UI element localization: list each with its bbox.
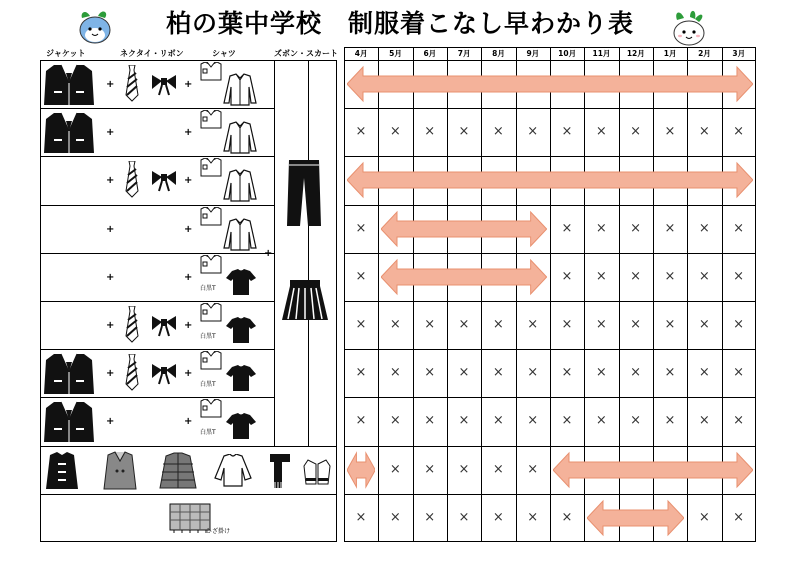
not-allowed-mark: × [424,509,436,525]
period-arrow [347,451,375,489]
not-allowed-mark: × [458,365,470,381]
month-header: 5月 [389,49,402,58]
plus-sign: + [106,320,115,331]
plus-sign: + [184,271,193,283]
period-arrow [381,210,547,248]
short-sleeve-shirt-icon [197,303,225,323]
not-allowed-mark: × [733,317,745,332]
undershirt-caption: 白黒T [200,333,216,340]
not-allowed-mark: × [733,413,745,429]
jacket-icon [44,400,94,444]
black-tshirt-icon [226,413,256,441]
not-allowed-mark: × [492,317,504,332]
plus-sign-bottoms: + [264,248,273,259]
jacket-icon [44,63,94,107]
not-allowed-mark: × [389,461,401,477]
not-allowed-mark: × [527,124,539,140]
not-allowed-mark: × [527,461,539,477]
not-allowed-mark: × [733,124,745,140]
not-allowed-mark: × [527,509,539,525]
short-sleeve-shirt-icon [197,207,225,227]
not-allowed-mark: × [698,509,710,525]
necktie-icon [124,306,140,344]
plus-sign: + [106,127,115,139]
sweater-icon [214,454,252,488]
black-tshirt-icon [226,317,256,345]
not-allowed-mark: × [595,220,607,236]
not-allowed-mark: × [664,317,676,332]
not-allowed-mark: × [355,365,367,381]
not-allowed-mark: × [595,365,607,381]
plus-sign: + [184,320,193,331]
undershirt-caption: 白黒T [200,381,216,389]
not-allowed-mark: × [492,509,504,525]
short-sleeve-shirt-icon [197,399,225,419]
month-header: 3月 [732,49,746,58]
not-allowed-mark: × [355,220,367,236]
not-allowed-mark: × [355,268,367,284]
plus-sign: + [184,127,193,139]
header-bottoms: ズボン・スカート [274,49,338,58]
not-allowed-mark: × [630,268,642,284]
not-allowed-mark: × [561,413,573,429]
duffle-coat-icon [44,451,80,491]
not-allowed-mark: × [424,124,436,140]
plus-sign: + [106,416,115,428]
not-allowed-mark: × [458,413,470,429]
mascot-blue-icon [76,8,116,46]
not-allowed-mark: × [492,413,504,429]
not-allowed-mark: × [595,413,607,429]
short-sleeve-shirt-icon [197,62,225,82]
not-allowed-mark: × [733,268,745,284]
ribbon-bow-icon [150,362,178,386]
month-header: 4月 [354,49,368,58]
ribbon-bow-icon [150,73,178,97]
ribbon-bow-icon [150,314,178,338]
not-allowed-mark: × [424,461,436,477]
long-sleeve-shirt-icon [222,169,258,203]
period-arrow [347,161,753,199]
not-allowed-mark: × [664,365,676,381]
jacket-icon [44,111,94,155]
plus-sign: + [106,223,115,235]
not-allowed-mark: × [733,220,745,236]
not-allowed-mark: × [389,317,401,332]
not-allowed-mark: × [630,124,642,140]
not-allowed-mark: × [630,220,642,236]
header-shirt: シャツ [212,49,236,58]
header-tie: ネクタイ・リボン [120,49,184,58]
month-header: 10月 [558,49,577,58]
not-allowed-mark: × [561,220,573,236]
not-allowed-mark: × [492,124,504,140]
not-allowed-mark: × [630,365,642,381]
not-allowed-mark: × [561,268,573,284]
not-allowed-mark: × [664,124,676,140]
not-allowed-mark: × [698,268,710,284]
not-allowed-mark: × [561,317,573,332]
necktie-icon [124,354,140,392]
not-allowed-mark: × [527,413,539,429]
period-arrow [381,258,547,296]
not-allowed-mark: × [458,509,470,525]
not-allowed-mark: × [733,509,745,525]
long-sleeve-shirt-icon [222,73,258,107]
not-allowed-mark: × [698,124,710,140]
not-allowed-mark: × [389,509,401,525]
not-allowed-mark: × [389,365,401,381]
short-sleeve-shirt-icon [197,158,225,178]
not-allowed-mark: × [424,413,436,429]
plus-sign: + [106,79,115,90]
not-allowed-mark: × [698,365,710,381]
period-arrow [347,65,753,103]
not-allowed-mark: × [698,413,710,429]
gloves-icon [302,458,332,486]
not-allowed-mark: × [698,317,710,332]
long-sleeve-shirt-icon [222,121,258,155]
not-allowed-mark: × [355,317,367,332]
not-allowed-mark: × [527,365,539,381]
not-allowed-mark: × [355,413,367,429]
not-allowed-mark: × [698,220,710,236]
short-sleeve-shirt-icon [197,351,225,371]
not-allowed-mark: × [664,220,676,236]
pants-icon [286,158,322,228]
not-allowed-mark: × [595,317,607,332]
plus-sign: + [184,223,193,235]
undershirt-caption: 白黒T [200,284,216,292]
jacket-icon [44,352,94,396]
not-allowed-mark: × [664,413,676,429]
black-tshirt-icon [226,269,256,297]
page-title: 柏の葉中学校 制服着こなし早わかり表 [165,9,634,38]
ribbon-bow-icon [150,169,178,193]
not-allowed-mark: × [527,317,539,332]
not-allowed-mark: × [424,317,436,332]
not-allowed-mark: × [492,461,504,477]
month-header: 7月 [457,49,471,58]
not-allowed-mark: × [492,365,504,381]
not-allowed-mark: × [733,365,745,381]
month-header: 12月 [626,49,645,58]
month-header: 9月 [526,49,540,58]
not-allowed-mark: × [630,317,642,332]
not-allowed-mark: × [595,124,607,140]
blanket-caption: ひざ掛け [206,527,231,535]
plus-sign: + [106,368,115,380]
not-allowed-mark: × [424,365,436,381]
skirt-icon [280,278,330,322]
down-jacket-icon [158,452,198,490]
month-header: 1月 [663,49,677,58]
plus-sign: + [106,175,115,187]
undershirt-caption: 白黒T [200,429,216,437]
month-header: 2月 [698,49,711,58]
plus-sign: + [184,175,193,187]
plus-sign: + [106,271,115,283]
mascot-white-icon [668,8,710,48]
not-allowed-mark: × [458,317,470,332]
not-allowed-mark: × [630,413,642,429]
chester-coat-icon [102,451,138,491]
period-arrow [553,451,753,489]
not-allowed-mark: × [389,413,401,429]
month-header: 6月 [423,49,437,58]
month-header: 8月 [492,49,505,58]
scarf-icon [268,452,292,490]
not-allowed-mark: × [664,268,676,284]
not-allowed-mark: × [561,365,573,381]
header-jacket: ジャケット [46,49,86,58]
plus-sign: + [184,368,193,380]
not-allowed-mark: × [458,124,470,140]
month-header: 11月 [592,49,611,58]
necktie-icon [124,161,140,199]
not-allowed-mark: × [355,509,367,525]
black-tshirt-icon [226,365,256,393]
not-allowed-mark: × [458,461,470,477]
not-allowed-mark: × [355,124,367,140]
not-allowed-mark: × [561,124,573,140]
not-allowed-mark: × [389,124,401,140]
plus-sign: + [184,416,193,428]
short-sleeve-shirt-icon [197,255,225,275]
not-allowed-mark: × [561,509,573,525]
necktie-icon [124,65,140,103]
plus-sign: + [184,79,193,90]
not-allowed-mark: × [595,268,607,284]
short-sleeve-shirt-icon [197,110,225,130]
long-sleeve-shirt-icon [222,218,258,252]
period-arrow [587,499,684,537]
